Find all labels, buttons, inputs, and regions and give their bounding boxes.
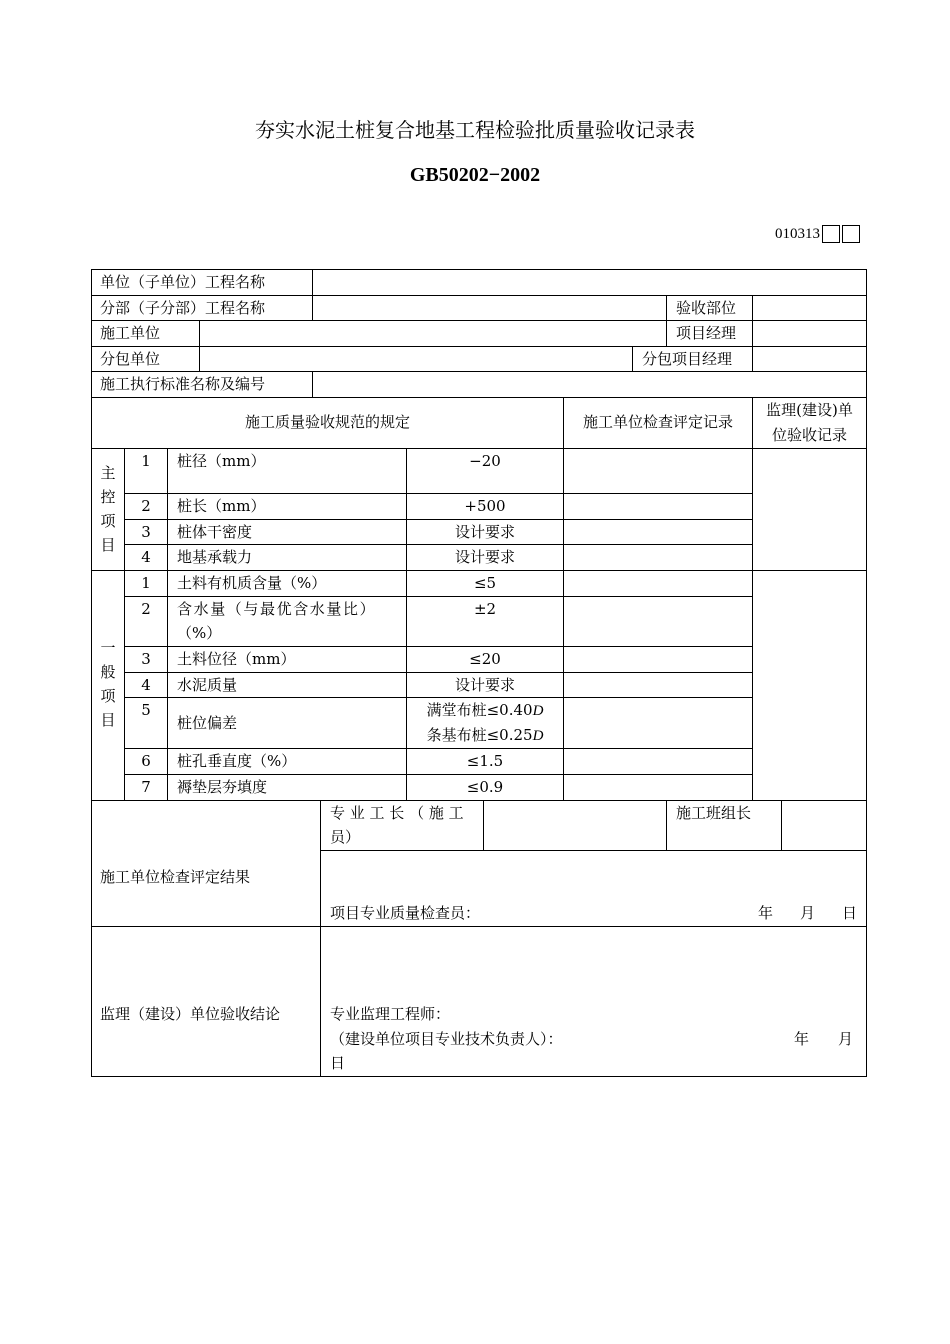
main-item-no: 3 — [141, 523, 151, 541]
engineer-label: 专业监理工程师： — [330, 1005, 451, 1023]
main-item-no: 2 — [141, 497, 151, 515]
general-item-no: 1 — [141, 574, 151, 592]
value-text: 条基布桩≤0.25 — [426, 726, 533, 744]
table-line — [632, 346, 633, 371]
general-item-name: 桩孔垂直度（%） — [177, 752, 297, 770]
general-item-no: 4 — [141, 676, 151, 694]
general-item-no: 7 — [141, 778, 151, 796]
foreman-label: 专 业 工 长 （ 施 工 — [330, 804, 464, 822]
main-item-value: +500 — [464, 497, 506, 515]
subcontract-unit-label: 分包单位 — [100, 350, 161, 368]
result-year: 年 — [758, 904, 774, 922]
result-label: 施工单位检查评定结果 — [100, 868, 251, 886]
general-item-value-2 — [407, 723, 563, 749]
value-variable: D — [532, 703, 544, 719]
general-item-name: 水泥质量 — [177, 676, 238, 694]
value-text: 满堂布桩≤0.40 — [426, 701, 533, 719]
table-line — [666, 295, 667, 320]
table-line — [320, 800, 321, 1077]
table-line — [752, 397, 753, 800]
value-variable: D — [532, 728, 544, 744]
foreman-label-continued: 员） — [330, 828, 361, 846]
form-code — [775, 225, 860, 243]
unit-project-name-label: 单位（子单位）工程名称 — [100, 273, 266, 291]
group-label-char: 项 — [100, 512, 116, 530]
conclusion-day: 日 — [330, 1054, 346, 1072]
general-item-name: 褥垫层夯填度 — [177, 778, 268, 796]
general-item-name: 桩位偏差 — [177, 714, 238, 732]
table-line — [312, 371, 313, 397]
table-line — [563, 397, 564, 800]
acceptance-part-label: 验收部位 — [676, 299, 737, 317]
general-item-no: 6 — [141, 752, 151, 770]
construction-unit-label: 施工单位 — [100, 324, 161, 342]
general-item-name: 土料位径（mm） — [177, 650, 296, 668]
table-line — [866, 269, 867, 1077]
form-code-box-1[interactable] — [822, 225, 840, 243]
sub-project-name-label: 分部（子分部）工程名称 — [100, 299, 266, 317]
table-line — [752, 295, 753, 371]
supervision-column-header-line2: 位验收记录 — [771, 426, 847, 444]
check-record-column-header: 施工单位检查评定记录 — [582, 413, 733, 431]
general-item-value: ≤0.9 — [466, 778, 504, 796]
group-label-char: 目 — [100, 711, 116, 729]
subcontract-manager-label: 分包项目经理 — [642, 350, 733, 368]
general-item-no: 5 — [141, 701, 151, 719]
group-label-char: 目 — [100, 536, 116, 554]
table-line — [91, 346, 867, 347]
group-label-char: 项 — [100, 687, 116, 705]
main-item-no: 1 — [141, 452, 151, 470]
main-item-value: 设计要求 — [454, 523, 515, 541]
main-item-name: 桩径（mm） — [177, 452, 266, 470]
general-item-name: 土料有机质含量（%） — [177, 574, 327, 592]
inspector-label: 项目专业质量检查员： — [330, 904, 481, 922]
table-line — [91, 926, 867, 927]
main-item-value: 设计要求 — [454, 548, 515, 566]
table-line — [91, 397, 867, 398]
conclusion-label: 监理（建设）单位验收结论 — [100, 1005, 281, 1023]
result-month: 月 — [800, 904, 816, 922]
main-item-name: 地基承载力 — [177, 548, 253, 566]
general-item-name-continued: （%） — [177, 624, 222, 642]
result-day: 日 — [842, 904, 858, 922]
general-item-value: ±2 — [473, 600, 497, 618]
table-line — [91, 1076, 867, 1077]
general-item-value: ≤5 — [473, 574, 497, 592]
standard-name-label: 施工执行标准名称及编号 — [100, 375, 266, 393]
general-item-value: ≤1.5 — [466, 752, 504, 770]
spec-column-header: 施工质量验收规范的规定 — [244, 413, 410, 431]
general-item-value — [407, 698, 563, 724]
team-leader-label: 施工班组长 — [676, 804, 752, 822]
table-line — [666, 800, 667, 850]
table-line — [666, 320, 667, 346]
group-label-char: 主 — [100, 464, 116, 482]
table-line — [199, 320, 200, 371]
general-item-no: 3 — [141, 650, 151, 668]
main-item-name: 桩长（mm） — [177, 497, 266, 515]
table-line — [781, 800, 782, 850]
supervision-column-header-line1: 监理(建设)单 — [766, 401, 853, 419]
main-item-value: −20 — [469, 452, 501, 470]
table-line — [483, 800, 484, 850]
main-item-name: 桩体干密度 — [177, 523, 253, 541]
owner-rep-label: （建设单位项目专业技术负责人）： — [330, 1030, 563, 1048]
table-line — [312, 269, 313, 320]
general-item-value: 设计要求 — [454, 676, 515, 694]
group-label-char: 般 — [100, 663, 116, 681]
main-group-label — [98, 461, 118, 557]
table-line — [320, 850, 867, 851]
form-code-number: 010313 — [775, 225, 820, 242]
standard-code: GB50202−2002 — [409, 164, 541, 186]
general-item-value: ≤20 — [469, 650, 501, 668]
group-label-char: 一 — [100, 639, 116, 657]
main-item-no: 4 — [141, 548, 151, 566]
general-item-name: 含水量（与最优含水量比） — [177, 600, 377, 618]
general-group-label — [98, 636, 118, 732]
conclusion-year: 年 — [794, 1030, 810, 1048]
general-item-no: 2 — [141, 600, 151, 618]
group-label-char: 控 — [100, 488, 116, 506]
document-title: 夯实水泥土桩复合地基工程检验批质量验收记录表 — [255, 118, 695, 142]
project-manager-label: 项目经理 — [676, 324, 737, 342]
form-code-box-2[interactable] — [842, 225, 860, 243]
table-line — [91, 269, 92, 1077]
conclusion-month: 月 — [838, 1030, 854, 1048]
